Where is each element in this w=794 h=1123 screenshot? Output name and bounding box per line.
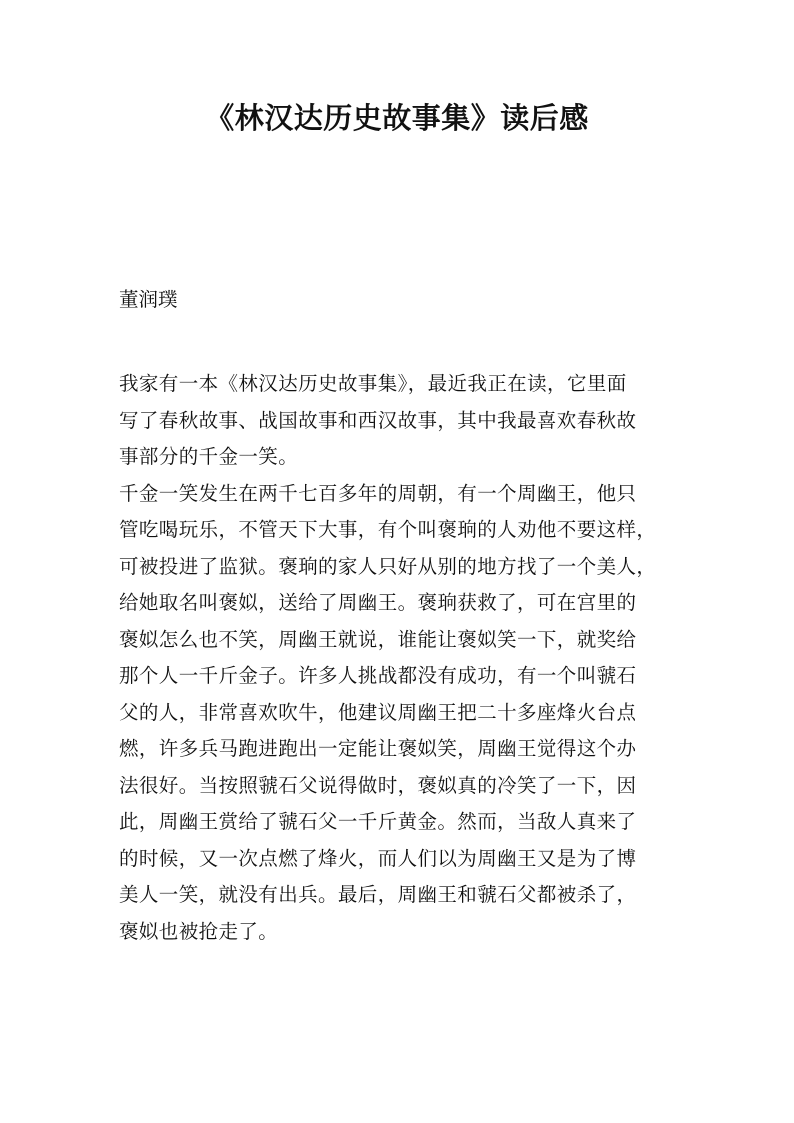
body-text xyxy=(119,366,679,950)
body-line: 褒姒怎么也不笑，周幽王就说，谁能让褒姒笑一下，就奖给 xyxy=(119,627,637,651)
body-line: 事部分的千金一笑。 xyxy=(119,445,299,468)
body-line: 管吃喝玩乐，不管天下大事，有个叫褒珦的人劝他不要这样， xyxy=(119,518,657,541)
body-line: 美人一笑，就没有出兵。最后，周幽王和虢石父都被杀了， xyxy=(119,883,637,906)
body-line: 千金一笑发生在两千七百多年的周朝，有一个周幽王，他只 xyxy=(119,481,637,505)
body-line: 那个人一千斤金子。许多人挑战都没有成功，有一个叫虢石 xyxy=(119,664,637,687)
body-line: 的时候，又一次点燃了烽火，而人们以为周幽王又是为了博 xyxy=(119,846,637,870)
document-title: 《林汉达历史故事集》读后感 xyxy=(205,101,589,135)
body-line: 此，周幽王赏给了虢石父一千斤黄金。然而，当敌人真来了 xyxy=(119,810,637,833)
body-line: 法很好。当按照虢石父说得做时，褒姒真的冷笑了一下，因 xyxy=(119,773,637,797)
body-line: 父的人，非常喜欢吹牛，他建议周幽王把二十多座烽火台点 xyxy=(119,700,637,724)
body-line: 褒姒也被抢走了。 xyxy=(119,919,279,943)
body-line: 燃，许多兵马跑进跑出一定能让褒姒笑，周幽王觉得这个办 xyxy=(119,737,637,760)
body-line: 可被投进了监狱。褒珦的家人只好从别的地方找了一个美人， xyxy=(119,554,657,578)
body-line: 给她取名叫褒姒，送给了周幽王。褒珦获救了，可在宫里的 xyxy=(119,591,637,614)
author-name: 董润璞 xyxy=(119,288,178,311)
body-line: 我家有一本《林汉达历史故事集》，最近我正在读，它里面 xyxy=(119,372,627,395)
body-line: 写了春秋故事、战国故事和西汉故事，其中我最喜欢春秋故 xyxy=(119,408,637,432)
